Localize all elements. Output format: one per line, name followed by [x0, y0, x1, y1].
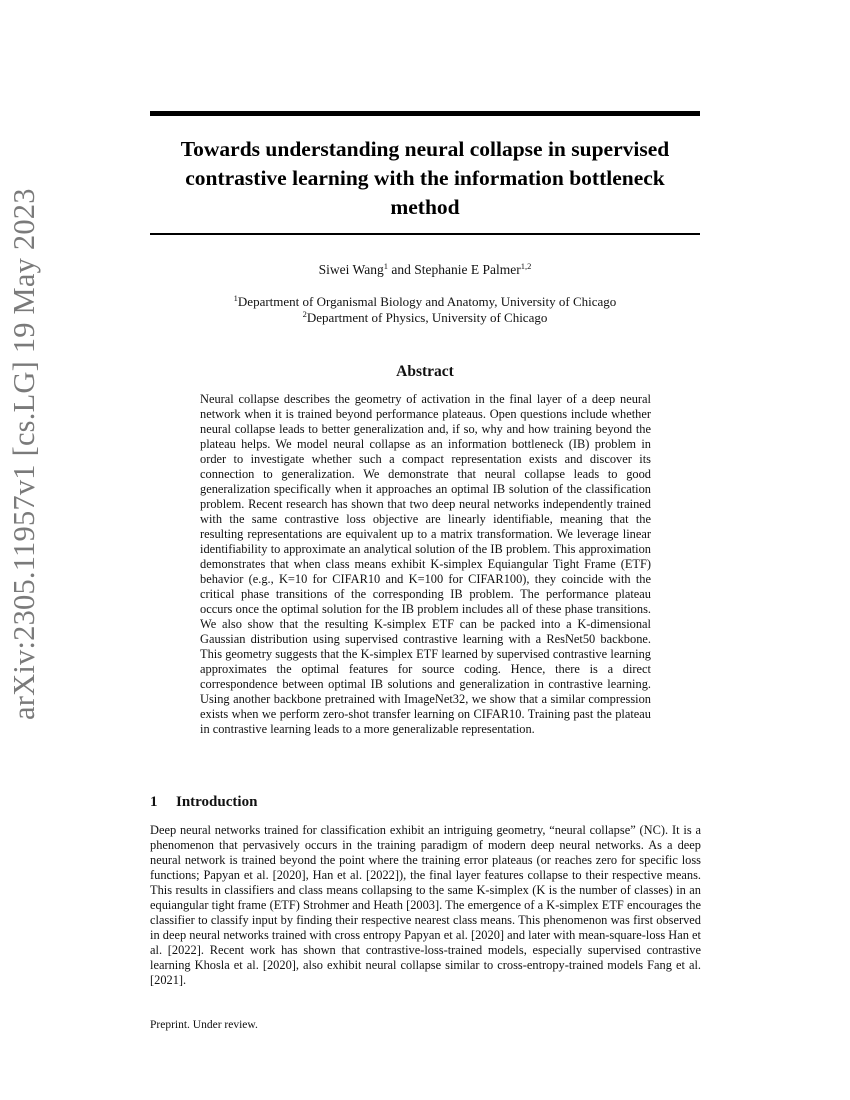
- arxiv-identifier: arXiv:2305.11957v1 [cs.LG] 19 May 2023: [7, 188, 41, 720]
- abstract-text: Neural collapse describes the geometry of activation in the final layer of a deep neural network when it is trained beyond performance plateaus. Open questions include whether neural collapse leads to better generalization and, if so, why and how training beyond the plateau helps. We model neural collapse as an information bottleneck (IB) problem in order to investigate whether such a compact representation exists and discover its connection to generalization. We demonstrate that neural collapse leads to good generalization specifically when it approaches an optimal IB solution of the classification problem. Recent research has shown that two deep neural networks independently trained with the same contrastive loss objective are linearly identifiable, meaning that the resulting representations are equivalent up to a matrix transformation. We leverage linear identifiability to approximate an analytical solution of the IB problem. This approximation demonstrates that when class means exhibit K-simplex Equiangular Tight Frame (ETF) behavior (e.g., K=10 for CIFAR10 and K=100 for CIFAR100), they coincide with the critical phase transitions of the corresponding IB problem. The performance plateau occurs once the optimal solution for the IB problem includes all of these phase transitions. We also show that the resulting K-simplex ETF can be packed into a K-dimensional Gaussian distribution using supervised contrastive learning with a ResNet50 backbone. This geometry suggests that the K-simplex ETF learned by supervised contrastive learning approximates the optimal features for source coding. Hence, there is a direct correspondence between optimal IB solutions and generalization in contrastive learning. Using another backbone pretrained with ImageNet32, we show that a similar compression exists when we perform zero-shot transfer learning on CIFAR10. Training past the plateau in contrastive learning leads to a more generalizable representation.: [200, 392, 651, 736]
- author-name: Siwei Wang: [318, 262, 384, 277]
- affiliation-mark: 2: [302, 309, 307, 319]
- paper-title: Towards understanding neural collapse in supervised contrastive learning with the information bottleneck method: [180, 137, 670, 219]
- section-title: Introduction: [176, 794, 258, 810]
- affiliation-text: Department of Physics, University of Chicago: [306, 310, 548, 325]
- affiliation-line: [150, 294, 700, 310]
- section-number: 1: [150, 794, 158, 810]
- author-list: [150, 262, 700, 278]
- title-bottom-rule: [150, 233, 700, 235]
- author-name: Stephanie E Palmer: [414, 262, 521, 277]
- affiliation-list: [150, 294, 700, 326]
- author-connector: and: [387, 262, 415, 277]
- abstract-heading: Abstract: [396, 363, 454, 380]
- affiliation-line: [150, 310, 700, 326]
- footer-note: Preprint. Under review.: [150, 1019, 258, 1031]
- section-heading: [150, 792, 700, 812]
- author-affiliation-mark: 1,2: [520, 261, 532, 271]
- affiliation-mark: 1: [233, 293, 238, 303]
- title-top-rule: [150, 111, 700, 116]
- affiliation-text: Department of Organismal Biology and Anatomy, University of Chicago: [237, 294, 617, 309]
- author-affiliation-mark: 1: [383, 261, 388, 271]
- introduction-text: Deep neural networks trained for classification exhibit an intriguing geometry, “neural collapse” (NC). It is a phenomenon that pervasively occurs in the training paradigm of modern deep neural networks. As a deep neural network is trained beyond the point where the training error plateaus (or reaches zero for specific loss functions; Papyan et al. [2020], Han et al. [2022]), the final layer features collapse to their respective means. This results in classifiers and class means collapsing to the same K-simplex (K is the number of classes) in an equiangular tight frame (ETF) Strohmer and Heath [2003]. The emergence of a K-simplex ETF encourages the classifier to classify input by finding their respective nearest class means. This phenomenon was first observed in deep neural networks trained with cross entropy Papyan et al. [2020] and later with mean-square-loss Han et al. [2022]. Recent work has shown that contrastive-loss-trained models, especially supervised contrastive learning Khosla et al. [2020], also exhibit neural collapse similar to cross-entropy-trained models Fang et al. [2021].: [150, 823, 701, 987]
